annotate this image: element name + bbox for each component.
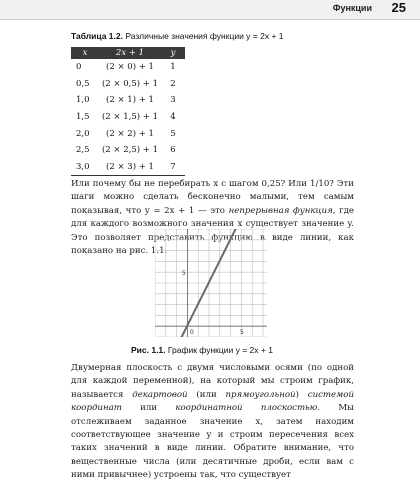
page-header [0,0,420,20]
cell-y: 6 [170,145,176,156]
cell-x: 1,5 [76,112,90,123]
cell-expr: (2 × 1) + 1 [106,95,154,106]
page-number: 25 [391,0,406,15]
values-table [71,47,185,176]
cell-x: 2,5 [76,145,90,156]
paragraph-2-text: Двумерная плоскость с двумя числовыми осями (по одной для каждой переменной), на который мы строим график, называется [71,363,354,400]
y-tick-5: 5 [182,270,186,277]
paragraph-1-emphasis: непрерывная функция [228,205,333,216]
paragraph-1-text: Или почему бы не перебирать x с шагом 0,25? Или 1/10? Эти шаги можно сделать бесконечно малыми, тем самым показывая, что y = 2x + 1 — это [71,179,354,216]
cell-x: 2,0 [76,128,90,139]
cell-expr: (2 × 2,5) + 1 [101,145,159,156]
table-row [71,142,185,159]
cell-x: 0,5 [76,78,90,89]
cell-x: 1,0 [76,95,90,106]
paragraph-2 [71,362,354,483]
section-title: Функции [332,3,372,13]
function-graph [155,229,267,341]
cell-expr: (2 × 1,5) + 1 [101,112,159,123]
cell-x: 3,0 [71,159,99,176]
table-row [71,159,185,176]
table-row [71,59,185,76]
paragraph-1-text-end: , где для каждого возможного значения x существует значение y. Это позволяет представить функцию в виде линии, как показано на рис. 1.1. [71,205,354,257]
paragraph-2-text: ) [295,389,308,400]
cell-x: 0 [76,62,82,73]
cell-expr: (2 × 0,5) + 1 [101,78,159,89]
table-row [71,76,185,93]
grid-lines [155,229,267,337]
paragraph-2-term-coordinate-system: системой координат [71,389,354,414]
paragraph-2-term-rectangular: прямоугольной [225,389,296,400]
paragraph-2-text: или [121,403,176,414]
column-header-x: x [71,47,99,59]
origin-label: 0 [190,329,194,336]
column-header-expr: 2x + 1 [99,47,161,59]
graph-svg [155,229,267,337]
paragraph-2-text: (или [187,389,226,400]
table-caption-text: Различные значения функции y = 2x + 1 [125,31,284,41]
figure-caption [131,345,273,355]
figure-caption-label: Рис. 1.1. [131,345,166,355]
cell-y: 7 [161,159,185,176]
table-row [71,125,185,142]
cell-expr: (2 × 3) + 1 [99,159,161,176]
table-header-row [71,47,185,59]
table-caption [71,31,284,41]
paragraph-2-text: . Мы отслеживаем заданное значение x, затем находим соответствующее значение y и строим пересечения всех таких значений в виде линии. Обратите внимание, что вещественные числа (или десятичные дроби, если вам с ними привычнее) устроены так, что существует [71,403,354,481]
cell-expr: (2 × 2) + 1 [106,128,154,139]
column-header-y: y [161,47,185,59]
cell-y: 4 [170,112,176,123]
paragraph-2-term-cartesian: декартовой [132,389,188,400]
cell-y: 1 [170,62,176,73]
cell-y: 2 [170,78,176,89]
table-row [71,109,185,126]
cell-expr: (2 × 0) + 1 [106,62,154,73]
cell-y: 3 [170,95,176,106]
x-tick-5: 5 [240,329,244,336]
table-row [71,92,185,109]
paragraph-2-term-plane: координатной плоскостью [175,403,318,414]
figure-caption-text: График функции y = 2x + 1 [167,345,273,355]
table-caption-label: Таблица 1.2. [71,31,123,41]
cell-y: 5 [170,128,176,139]
